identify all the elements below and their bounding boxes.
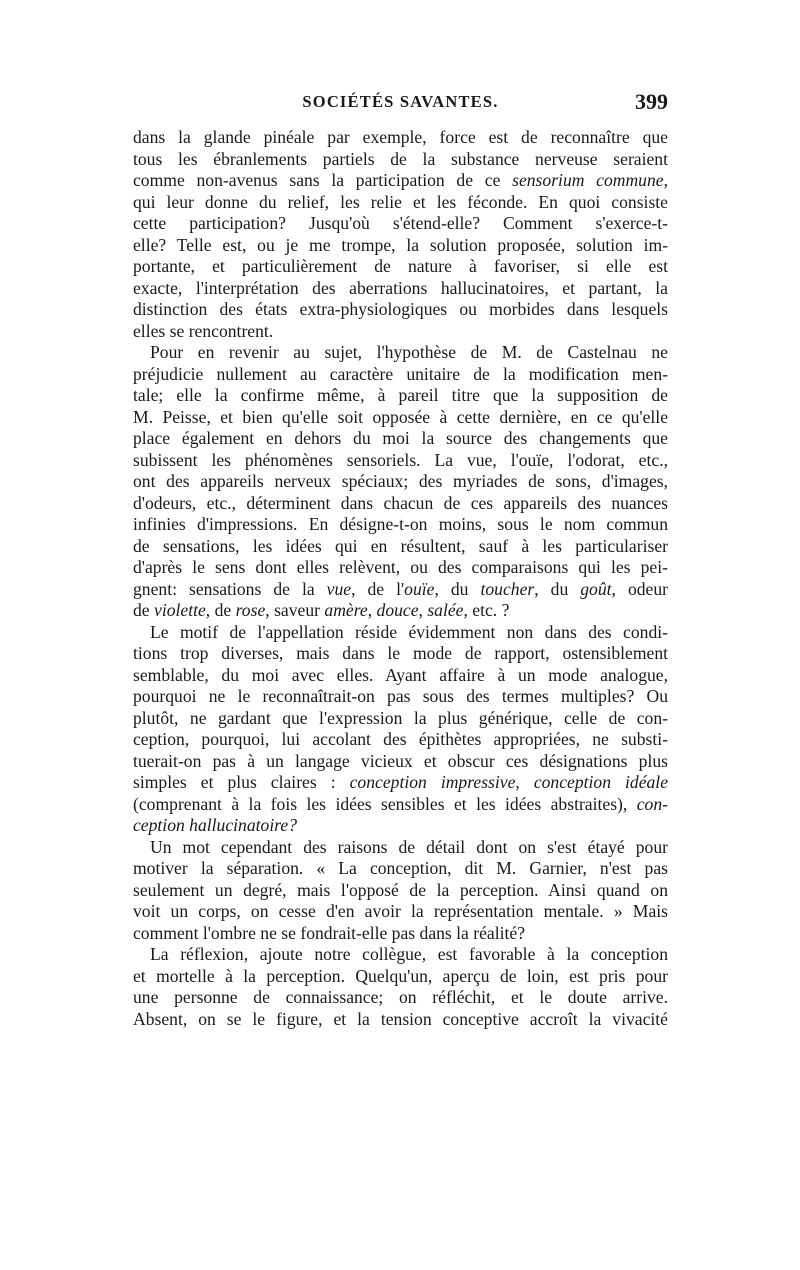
text-segment: elles se rencontrent.	[133, 320, 274, 341]
text-segment: La réflexion, ajoute notre collègue, est favorable à la conception	[150, 944, 668, 964]
text-segment: , du	[434, 578, 481, 599]
text-line	[133, 1009, 668, 1031]
text-segment: (comprenant à la fois les idées sensibles et les idées abstraites),	[133, 793, 637, 814]
text-segment: , du	[534, 578, 581, 599]
text-segment: ception, pourquoi, lui accolant des épithètes appropriées, ne substi-	[133, 729, 668, 749]
italic-segment: ception hallucinatoire?	[133, 815, 298, 835]
text-segment: seulement un degré, mais l'opposé de la perception. Ainsi quand on	[133, 879, 668, 900]
text-line	[133, 557, 668, 579]
text-segment: voit un corps, on cesse d'en avoir la représentation mentale. » Mais	[133, 901, 668, 921]
text-line	[133, 837, 668, 859]
body-text	[133, 127, 668, 1030]
running-head	[133, 89, 668, 122]
text-segment: tuerait-on pas à un langage vicieux et obscur ces désignations plus	[133, 750, 668, 771]
text-line	[133, 815, 668, 837]
text-line	[133, 923, 668, 945]
text-line	[133, 192, 668, 214]
text-segment: ont des appareils nerveux spéciaux; des myriades de sons, d'images,	[133, 471, 668, 491]
text-segment: place également en dehors du moi la source des changements que	[133, 428, 668, 448]
text-line	[133, 966, 668, 988]
text-segment: comme non-avenus sans la participation de ce	[133, 170, 513, 190]
italic-segment: ouïe	[404, 578, 435, 599]
italic-segment: goût	[580, 578, 612, 599]
text-segment: gnent: sensations de la	[133, 578, 327, 599]
text-segment: elle? Telle est, ou je me trompe, la solution proposée, solution im-	[133, 234, 668, 255]
text-line	[133, 385, 668, 407]
text-line	[133, 213, 668, 235]
italic-segment: conception impressive	[349, 772, 516, 792]
text-segment: de	[133, 600, 155, 620]
text-segment: infinies d'impressions. En désigne-t-on moins, sous le nom commun	[133, 514, 668, 534]
text-segment: , saveur	[265, 600, 325, 620]
text-segment: , de l'	[351, 578, 405, 599]
text-segment: comment l'ombre ne se fondrait-elle pas dans la réalité?	[133, 922, 526, 943]
italic-segment: amère	[324, 600, 368, 620]
text-line	[133, 579, 668, 601]
text-line	[133, 428, 668, 450]
italic-segment: douce	[376, 600, 419, 620]
text-segment: ,	[515, 772, 534, 792]
text-segment: portante, et particulièrement de nature à favoriser, si elle est	[133, 256, 668, 276]
italic-segment: salée	[427, 600, 464, 620]
text-segment: simples et plus claires :	[133, 772, 350, 792]
text-line	[133, 643, 668, 665]
text-segment: ,	[367, 600, 377, 620]
text-segment: ,	[418, 600, 428, 620]
italic-segment: conception idéale	[533, 772, 668, 792]
running-title: SOCIÉTÉS SAVANTES.	[302, 92, 499, 111]
text-segment: Pour en revenir au sujet, l'hypothèse de M. de Castelnau ne	[150, 342, 668, 362]
text-line	[133, 987, 668, 1009]
text-line	[133, 751, 668, 773]
text-line	[133, 665, 668, 687]
text-segment: , de	[205, 600, 236, 620]
text-line	[133, 858, 668, 880]
text-line	[133, 407, 668, 429]
text-line	[133, 600, 668, 622]
text-segment: exacte, l'interprétation des aberrations hallucinatoires, et partant, la	[133, 277, 668, 298]
text-segment: motiver la séparation. « La conception, dit M. Garnier, n'est pas	[133, 858, 668, 878]
text-line	[133, 901, 668, 923]
text-line	[133, 729, 668, 751]
text-segment: Le motif de l'appellation réside évidemment non dans des condi-	[150, 621, 668, 642]
text-line	[133, 342, 668, 364]
text-segment: tous les ébranlements partiels de la substance nerveuse seraient	[133, 148, 668, 169]
text-line	[133, 514, 668, 536]
italic-segment: violette	[154, 600, 206, 620]
text-segment: tions trop diverses, mais dans le mode de rapport, ostensiblement	[133, 643, 668, 663]
text-line	[133, 278, 668, 300]
text-segment: préjudicie nullement au caractère unitaire de la modification men-	[133, 363, 668, 384]
text-segment: tale; elle la confirme même, à pareil titre que la supposition de	[133, 385, 668, 405]
text-segment: Un mot cependant des raisons de détail dont on s'est étayé pour	[150, 836, 668, 857]
italic-segment: vue	[326, 578, 352, 599]
text-line	[133, 708, 668, 730]
text-line	[133, 493, 668, 515]
text-segment: ,	[663, 170, 668, 190]
text-segment: qui leur donne du relief, les relie et les féconde. En quoi consiste	[133, 191, 668, 212]
text-segment: , odeur	[611, 578, 668, 599]
text-segment: d'après le sens dont elles relèvent, ou des comparaisons qui les pei-	[133, 557, 668, 577]
text-segment: M. Peisse, et bien qu'elle soit opposée à cette dernière, en ce qu'elle	[133, 406, 668, 427]
text-segment: dans la glande pinéale par exemple, force est de reconnaître que	[133, 127, 668, 147]
text-line	[133, 235, 668, 257]
text-line	[133, 127, 668, 149]
text-segment: et mortelle à la perception. Quelqu'un, aperçu de loin, est pris pour	[133, 965, 668, 986]
page-number: 399	[635, 89, 668, 114]
text-line	[133, 622, 668, 644]
text-line	[133, 170, 668, 192]
text-segment: semblable, du moi avec elles. Ayant affaire à un mode analogue,	[133, 664, 668, 685]
text-segment: Absent, on se le figure, et la tension conceptive accroît la vivacité	[133, 1008, 668, 1029]
italic-segment: sensorium commune	[512, 170, 664, 190]
text-segment: distinction des états extra-physiologiques ou morbides dans lesquels	[133, 299, 668, 319]
text-segment: , etc. ?	[463, 600, 510, 620]
text-line	[133, 794, 668, 816]
text-line	[133, 772, 668, 794]
text-line	[133, 944, 668, 966]
text-line	[133, 536, 668, 558]
italic-segment: rose	[235, 600, 266, 620]
text-line	[133, 149, 668, 171]
text-segment: de sensations, les idées qui en résultent, sauf à les particulariser	[133, 535, 668, 556]
text-segment: une personne de connaissance; on réfléchit, et le doute arrive.	[133, 987, 668, 1007]
italic-segment: toucher	[480, 578, 535, 599]
text-segment: subissent les phénomènes sensoriels. La vue, l'ouïe, l'odorat, etc.,	[133, 449, 668, 470]
text-line	[133, 364, 668, 386]
text-line	[133, 450, 668, 472]
italic-segment: con-	[636, 793, 668, 814]
text-line	[133, 256, 668, 278]
text-segment: cette participation? Jusqu'où s'étend-elle? Comment s'exerce-t-	[133, 213, 668, 233]
text-line	[133, 299, 668, 321]
text-line	[133, 321, 668, 343]
text-line	[133, 880, 668, 902]
text-line	[133, 686, 668, 708]
text-segment: plutôt, ne gardant que l'expression la plus générique, celle de con-	[133, 707, 668, 728]
text-segment: d'odeurs, etc., déterminent dans chacun de ces appareils des nuances	[133, 492, 668, 513]
text-segment: pourquoi ne le reconnaîtrait-on pas sous des termes multiples? Ou	[133, 686, 668, 706]
text-line	[133, 471, 668, 493]
